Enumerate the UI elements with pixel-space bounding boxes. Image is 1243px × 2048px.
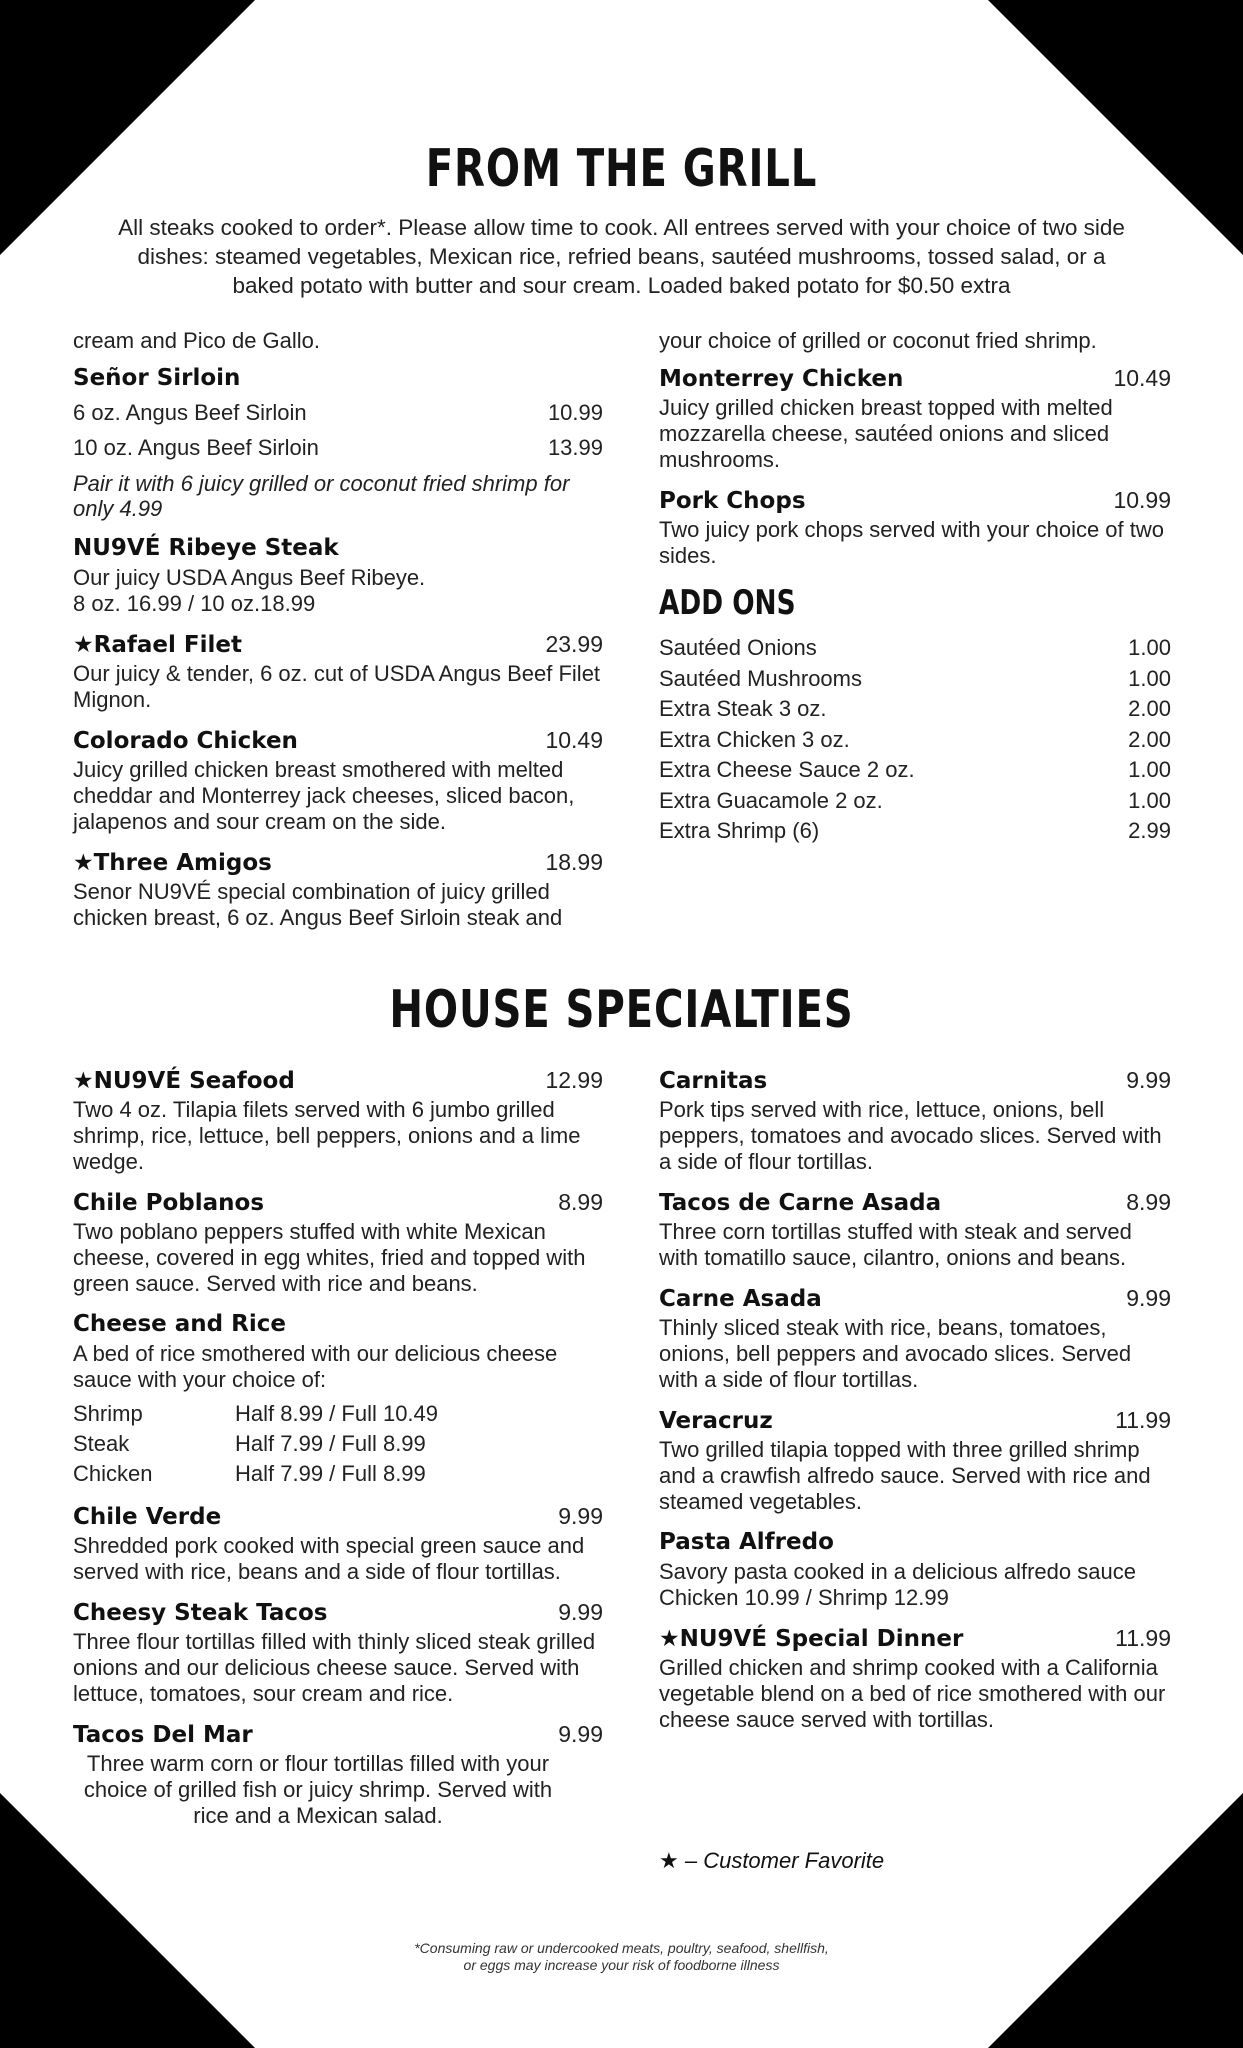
menu-item-senor-sirloin — [73, 365, 603, 521]
item-name: Pasta Alfredo — [659, 1529, 834, 1555]
item-name: Colorado Chicken — [73, 728, 298, 754]
item-name: Carne Asada — [659, 1286, 822, 1312]
menu-item-tacos-de-carne-asada — [659, 1189, 1171, 1271]
item-price: 12.99 — [545, 1067, 603, 1093]
corner-decoration-bottom-right — [988, 1793, 1243, 2048]
addon-price: 1.00 — [1128, 757, 1171, 782]
option-row — [73, 1399, 603, 1429]
star-icon: ★ — [659, 1848, 679, 1873]
addon-price: 2.00 — [1128, 726, 1171, 752]
addons-list — [659, 633, 1171, 847]
item-price: 9.99 — [1126, 1285, 1171, 1311]
item-description: Pork tips served with rice, lettuce, onions, bell peppers, tomatoes and avocado slices. Served with a side of flour tortillas. — [659, 1097, 1162, 1174]
menu-item-cheesy-steak-tacos — [73, 1599, 603, 1707]
item-name: Monterrey Chicken — [659, 366, 904, 392]
item-name: ★NU9VÉ Seafood — [73, 1068, 295, 1094]
item-description: Juicy grilled chicken breast topped with melted mozzarella cheese, sautéed onions and sliced mushrooms. — [659, 395, 1113, 472]
addon-name: Sautéed Onions — [659, 635, 817, 660]
item-name: Tacos Del Mar — [73, 1722, 253, 1748]
item-description: Senor NU9VÉ special combination of juicy grilled chicken breast, 6 oz. Angus Beef Sirloin steak and — [73, 879, 563, 930]
health-warning-footnote — [0, 1940, 1243, 1974]
menu-item-pork-chops — [659, 487, 1171, 569]
continued-fragment: your choice of grilled or coconut fried shrimp. — [659, 328, 1097, 353]
price-row-price: 13.99 — [547, 435, 603, 460]
price-row — [73, 430, 603, 465]
item-price: 8.99 — [1126, 1189, 1171, 1215]
item-description: Our juicy USDA Angus Beef Ribeye. — [73, 565, 426, 590]
menu-item-carne-asada — [659, 1285, 1171, 1393]
item-name: Chile Poblanos — [73, 1190, 265, 1216]
house-section-title: HOUSE SPECIALTIES — [389, 980, 854, 1040]
item-name: Carnitas — [659, 1068, 768, 1094]
item-description: Two poblano peppers stuffed with white Mexican cheese, covered in egg whites, fried and topped with green sauce. Served with rice and beans. — [73, 1219, 586, 1296]
legend-text: – Customer Favorite — [678, 1848, 885, 1873]
item-note: Pair it with 6 juicy grilled or coconut fried shrimp for only 4.99 — [73, 471, 570, 521]
item-description: Two 4 oz. Tilapia filets served with 6 jumbo grilled shrimp, rice, lettuce, bell peppers, onions and a lime wedge. — [73, 1097, 581, 1174]
grill-right-column — [659, 328, 1171, 847]
item-price: 11.99 — [1115, 1625, 1171, 1651]
addon-price: 2.99 — [1128, 818, 1171, 843]
item-description: Shredded pork cooked with special green sauce and served with rice, beans and a side of flour tortillas. — [73, 1533, 585, 1584]
menu-item-nu9ve-special-dinner — [659, 1625, 1171, 1733]
item-price: 9.99 — [558, 1503, 603, 1529]
addons-title: ADD ONS — [659, 583, 796, 623]
addon-name: Sautéed Mushrooms — [659, 665, 862, 691]
item-name: NU9VÉ Ribeye Steak — [73, 535, 339, 561]
addon-name: Extra Guacamole 2 oz. — [659, 787, 883, 813]
house-left-column — [73, 1067, 603, 1843]
menu-item-colorado-chicken — [73, 727, 603, 835]
addon-row — [659, 786, 1171, 817]
item-name: Tacos de Carne Asada — [659, 1190, 942, 1216]
item-price: 11.99 — [1115, 1407, 1171, 1433]
item-price: 8.99 — [558, 1189, 603, 1215]
addon-name: Extra Shrimp (6) — [659, 818, 820, 843]
price-row-label: 6 oz. Angus Beef Sirloin — [73, 400, 307, 425]
addon-name: Extra Cheese Sauce 2 oz. — [659, 757, 915, 782]
continued-fragment: cream and Pico de Gallo. — [73, 328, 321, 353]
item-description: Three warm corn or flour tortillas filled with your choice of grilled fish or juicy shrimp. Served with rice and a Mexican salad. — [83, 1751, 553, 1828]
menu-item-carnitas — [659, 1067, 1171, 1175]
option-price: Half 7.99 / Full 8.99 — [235, 1461, 426, 1486]
addon-price: 2.00 — [1128, 696, 1171, 721]
addon-row — [659, 816, 1171, 847]
menu-item-three-amigos — [73, 849, 603, 931]
item-description: Three flour tortillas filled with thinly sliced steak grilled onions and our delicious cheese sauce. Served with lettuce, tomatoes, sour cream and rice. — [73, 1629, 596, 1706]
item-name: Cheesy Steak Tacos — [73, 1600, 328, 1626]
item-price: 18.99 — [545, 849, 603, 875]
price-row — [73, 395, 603, 430]
item-description: Savory pasta cooked in a delicious alfredo sauce Chicken 10.99 / Shrimp 12.99 — [659, 1559, 1136, 1610]
item-description: Thinly sliced steak with rice, beans, tomatoes, onions, bell peppers and avocado slices. Served with a side of flour tortillas. — [659, 1315, 1132, 1392]
menu-item-cheese-and-rice — [73, 1311, 603, 1489]
item-name: Cheese and Rice — [73, 1311, 286, 1337]
item-name: Chile Verde — [73, 1504, 222, 1530]
addon-row — [659, 725, 1171, 756]
customer-favorite-legend — [659, 1848, 884, 1874]
menu-item-pasta-alfredo — [659, 1529, 1171, 1611]
item-price: 23.99 — [545, 631, 603, 657]
menu-item-veracruz — [659, 1407, 1171, 1515]
item-name: Pork Chops — [659, 488, 806, 514]
house-right-column — [659, 1067, 1171, 1747]
menu-item-chile-poblanos — [73, 1189, 603, 1297]
item-name: ★NU9VÉ Special Dinner — [659, 1626, 964, 1652]
addon-price: 1.00 — [1128, 665, 1171, 691]
addon-price: 1.00 — [1128, 787, 1171, 813]
item-description: Our juicy & tender, 6 oz. cut of USDA Angus Beef Filet Mignon. — [73, 661, 601, 712]
menu-item-tacos-del-mar — [73, 1721, 603, 1829]
addon-row — [659, 664, 1171, 695]
item-name: ★Rafael Filet — [73, 632, 242, 658]
addon-row — [659, 755, 1171, 786]
menu-item-nu9ve-seafood — [73, 1067, 603, 1175]
addon-row — [659, 633, 1171, 664]
option-price: Half 8.99 / Full 10.49 — [235, 1401, 439, 1426]
item-price: 10.99 — [1113, 487, 1171, 513]
price-row-price: 10.99 — [547, 400, 603, 425]
addon-row — [659, 694, 1171, 725]
item-description: Juicy grilled chicken breast smothered with melted cheddar and Monterrey jack cheeses, sliced bacon, jalapenos and sour cream on the side. — [73, 757, 575, 834]
item-name: ★Three Amigos — [73, 850, 272, 876]
menu-item-rafael-filet — [73, 631, 603, 713]
addon-name: Extra Chicken 3 oz. — [659, 726, 850, 752]
item-price: 9.99 — [1126, 1067, 1171, 1093]
menu-item-chile-verde — [73, 1503, 603, 1585]
item-description: Two grilled tilapia topped with three grilled shrimp and a crawfish alfredo sauce. Served with rice and steamed vegetables. — [659, 1437, 1151, 1514]
item-price: 9.99 — [558, 1721, 603, 1747]
item-sizes: 8 oz. 16.99 / 10 oz.18.99 — [73, 591, 316, 616]
item-price: 10.49 — [545, 727, 603, 753]
option-name: Chicken — [73, 1461, 153, 1486]
item-description: Three corn tortillas stuffed with steak and served with tomatillo sauce, cilantro, onions and beans. — [659, 1219, 1132, 1270]
item-name: Veracruz — [659, 1408, 773, 1434]
item-name: Señor Sirloin — [73, 365, 241, 391]
option-name: Steak — [73, 1431, 130, 1456]
menu-item-monterrey-chicken — [659, 365, 1171, 473]
menu-item-ribeye — [73, 535, 603, 617]
option-price: Half 7.99 / Full 8.99 — [235, 1431, 426, 1456]
option-row — [73, 1459, 603, 1489]
price-row-label: 10 oz. Angus Beef Sirloin — [73, 435, 319, 460]
grill-left-column — [73, 328, 603, 945]
footnote-text: *Consuming raw or undercooked meats, poultry, seafood, shellfish, or eggs may increase your risk of foodborne illness — [414, 1940, 829, 1973]
addon-name: Extra Steak 3 oz. — [659, 696, 827, 721]
option-row — [73, 1429, 603, 1459]
grill-section-title: FROM THE GRILL — [425, 139, 818, 199]
option-name: Shrimp — [73, 1401, 143, 1426]
addon-price: 1.00 — [1128, 635, 1171, 660]
grill-intro: All steaks cooked to order*. Please allow time to cook. All entrees served with your choice of two side dishes: steamed vegetables, Mexican rice, refried beans, sautéed mushrooms, tossed salad, or a baked potato with butter and sour cream. Loaded baked potato for $0.50 extra — [118, 215, 1125, 298]
item-price: 9.99 — [558, 1599, 603, 1625]
item-price: 10.49 — [1113, 365, 1171, 391]
item-description: A bed of rice smothered with our delicious cheese sauce with your choice of: — [73, 1341, 558, 1392]
item-description: Grilled chicken and shrimp cooked with a California vegetable blend on a bed of rice smothered with our cheese sauce served with tortillas. — [659, 1655, 1166, 1732]
item-description: Two juicy pork chops served with your choice of two sides. — [659, 517, 1165, 568]
